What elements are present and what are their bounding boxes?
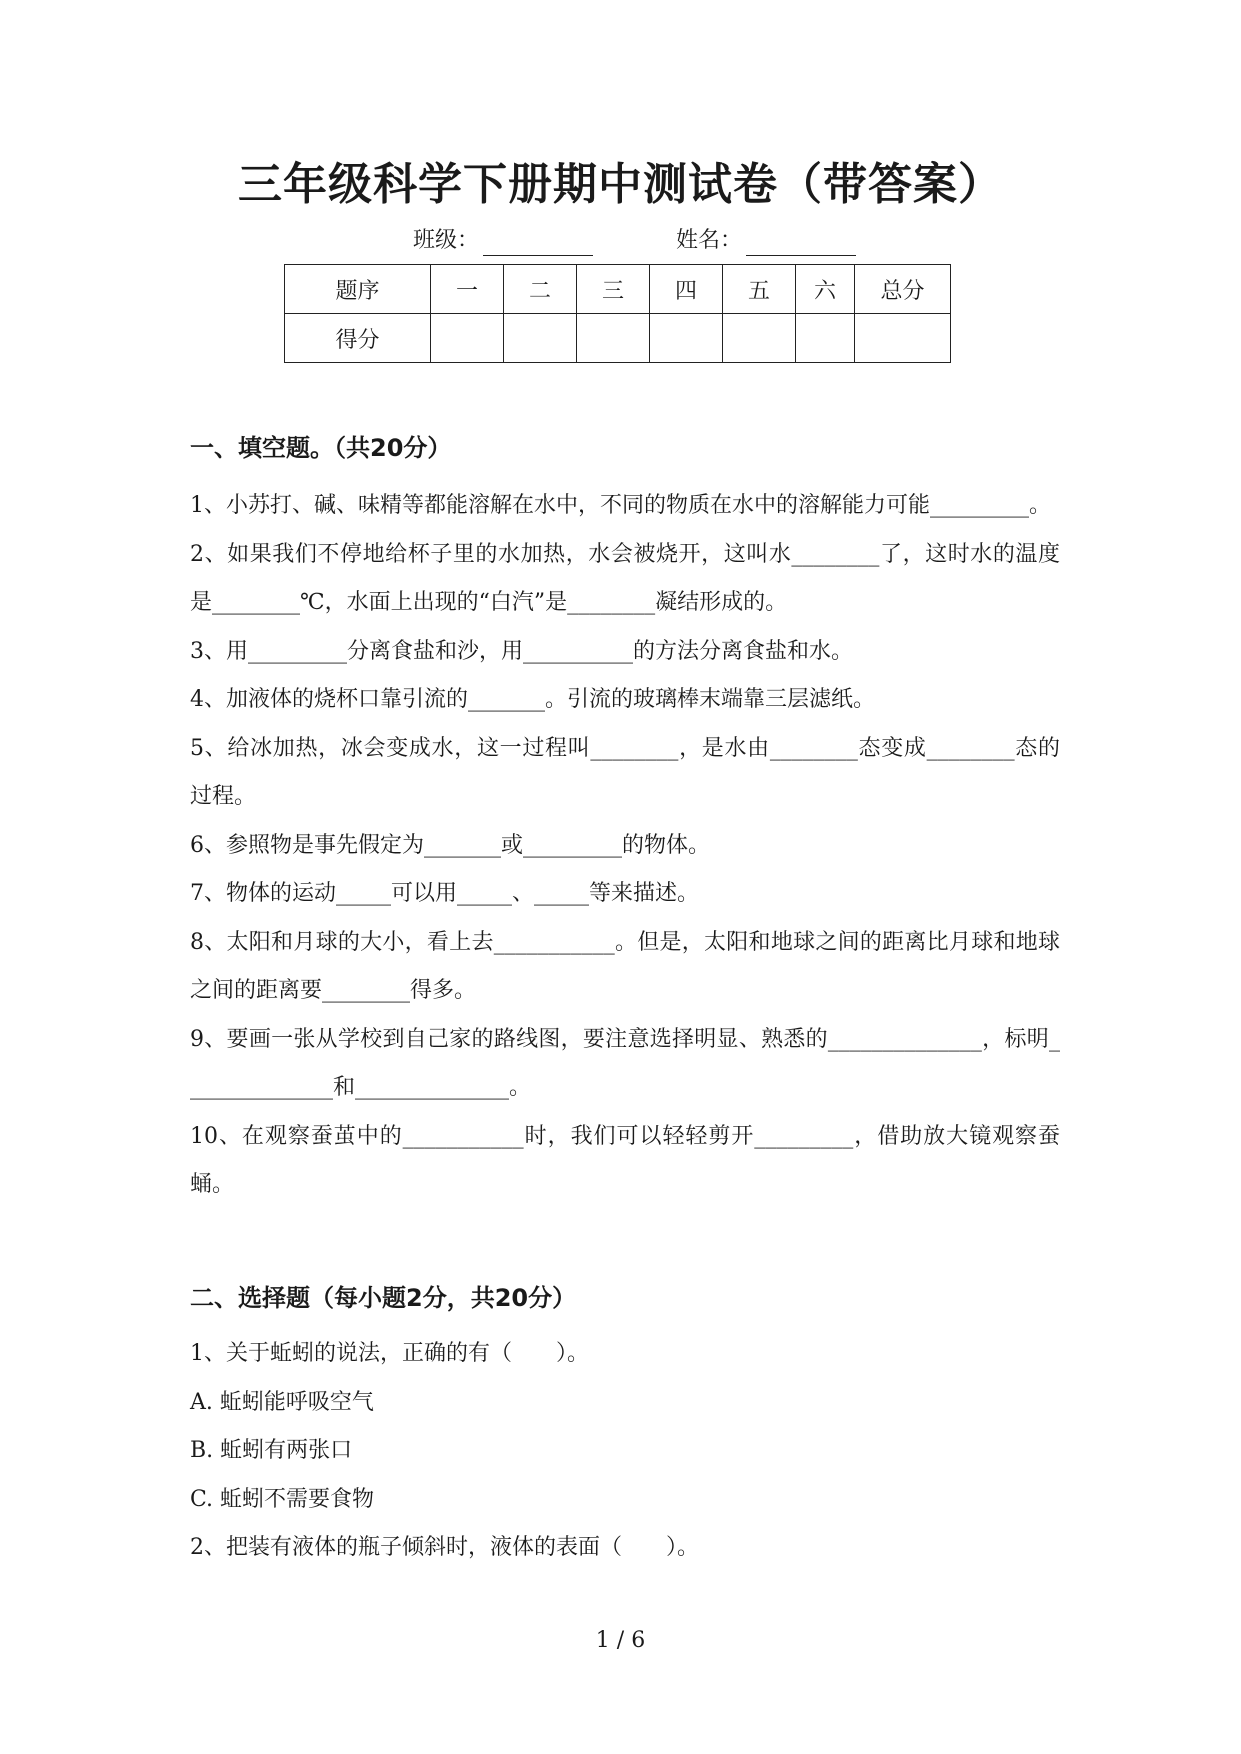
question-item: 8、太阳和月球的大小，看上去___________。但是，太阳和地球之间的距离比月球和地球之间的距离要________得多。: [190, 929, 1060, 1003]
question-item: 7、物体的运动_____可以用_____、_____等来描述。: [190, 881, 699, 906]
option-item: A. 蚯蚓能呼吸空气: [190, 1389, 374, 1415]
score-table-score-row: [285, 314, 951, 363]
name-blank[interactable]: [746, 231, 856, 256]
question-item: 2、把装有液体的瓶子倾斜时，液体的表面（ ）。: [190, 1535, 699, 1560]
score-table: [284, 264, 951, 363]
question-item: 2、如果我们不停地给杯子里的水加热，水会被烧开，这叫水________了，这时水的温度是________℃，水面上出现的“白汽”是________凝结形成的。: [190, 541, 1060, 615]
score-table-col-2: 二: [504, 265, 577, 314]
score-table-col-total: 总分: [855, 265, 951, 314]
score-cell[interactable]: [723, 314, 796, 363]
page-number: 1 / 6: [595, 1628, 646, 1653]
class-field: [413, 226, 593, 256]
question-item: 1、关于蚯蚓的说法，正确的有（ ）。: [190, 1341, 589, 1366]
class-blank[interactable]: [483, 231, 593, 256]
score-table-row-header: 题序: [285, 265, 431, 314]
page-title: 三年级科学下册期中测试卷（带答案）: [238, 159, 1003, 210]
name-label: 姓名：: [676, 228, 743, 253]
score-cell[interactable]: [431, 314, 504, 363]
score-cell[interactable]: [577, 314, 650, 363]
section-choice-heading: 二、选择题（每小题2分，共20分）: [190, 1284, 577, 1312]
name-field: [676, 226, 856, 256]
score-table-col-3: 三: [577, 265, 650, 314]
score-cell[interactable]: [504, 314, 577, 363]
option-item: C. 蚯蚓不需要食物: [190, 1486, 375, 1512]
question-item: 10、在观察蚕茧中的___________时，我们可以轻轻剪开_________，借助放大镜观察蚕蛹。: [190, 1123, 1060, 1197]
question-item: 1、小苏打、碱、味精等都能溶解在水中，不同的物质在水中的溶解能力可能_________。: [190, 493, 1051, 518]
question-item: 6、参照物是事先假定为_______或_________的物体。: [190, 832, 710, 858]
option-item: B. 蚯蚓有两张口: [190, 1438, 353, 1463]
score-cell[interactable]: [796, 314, 855, 363]
score-cell[interactable]: [855, 314, 951, 363]
section-fill-in-heading: 一、填空题。（共20分）: [190, 434, 452, 462]
score-cell[interactable]: [650, 314, 723, 363]
score-table-header-row: [285, 265, 951, 314]
score-table-col-5: 五: [723, 265, 796, 314]
question-item: 9、要画一张从学校到自己家的路线图，要注意选择明显、熟悉的______________，标明______________和______________。: [190, 1026, 1060, 1100]
question-item: 5、给冰加热，冰会变成水，这一过程叫________，是水由________态变成________态的过程。: [190, 735, 1060, 809]
question-item: 3、用_________分离食盐和沙，用__________的方法分离食盐和水。: [190, 638, 853, 664]
score-table-col-1: 一: [431, 265, 504, 314]
choice-questions: [190, 1330, 1060, 1573]
score-table-row-score: 得分: [285, 314, 431, 363]
fill-in-questions: [190, 482, 1060, 1210]
score-table-col-4: 四: [650, 265, 723, 314]
score-table-col-6: 六: [796, 265, 855, 314]
question-item: 4、加液体的烧杯口靠引流的_______。引流的玻璃棒末端靠三层滤纸。: [190, 687, 875, 712]
class-label: 班级：: [413, 228, 480, 253]
